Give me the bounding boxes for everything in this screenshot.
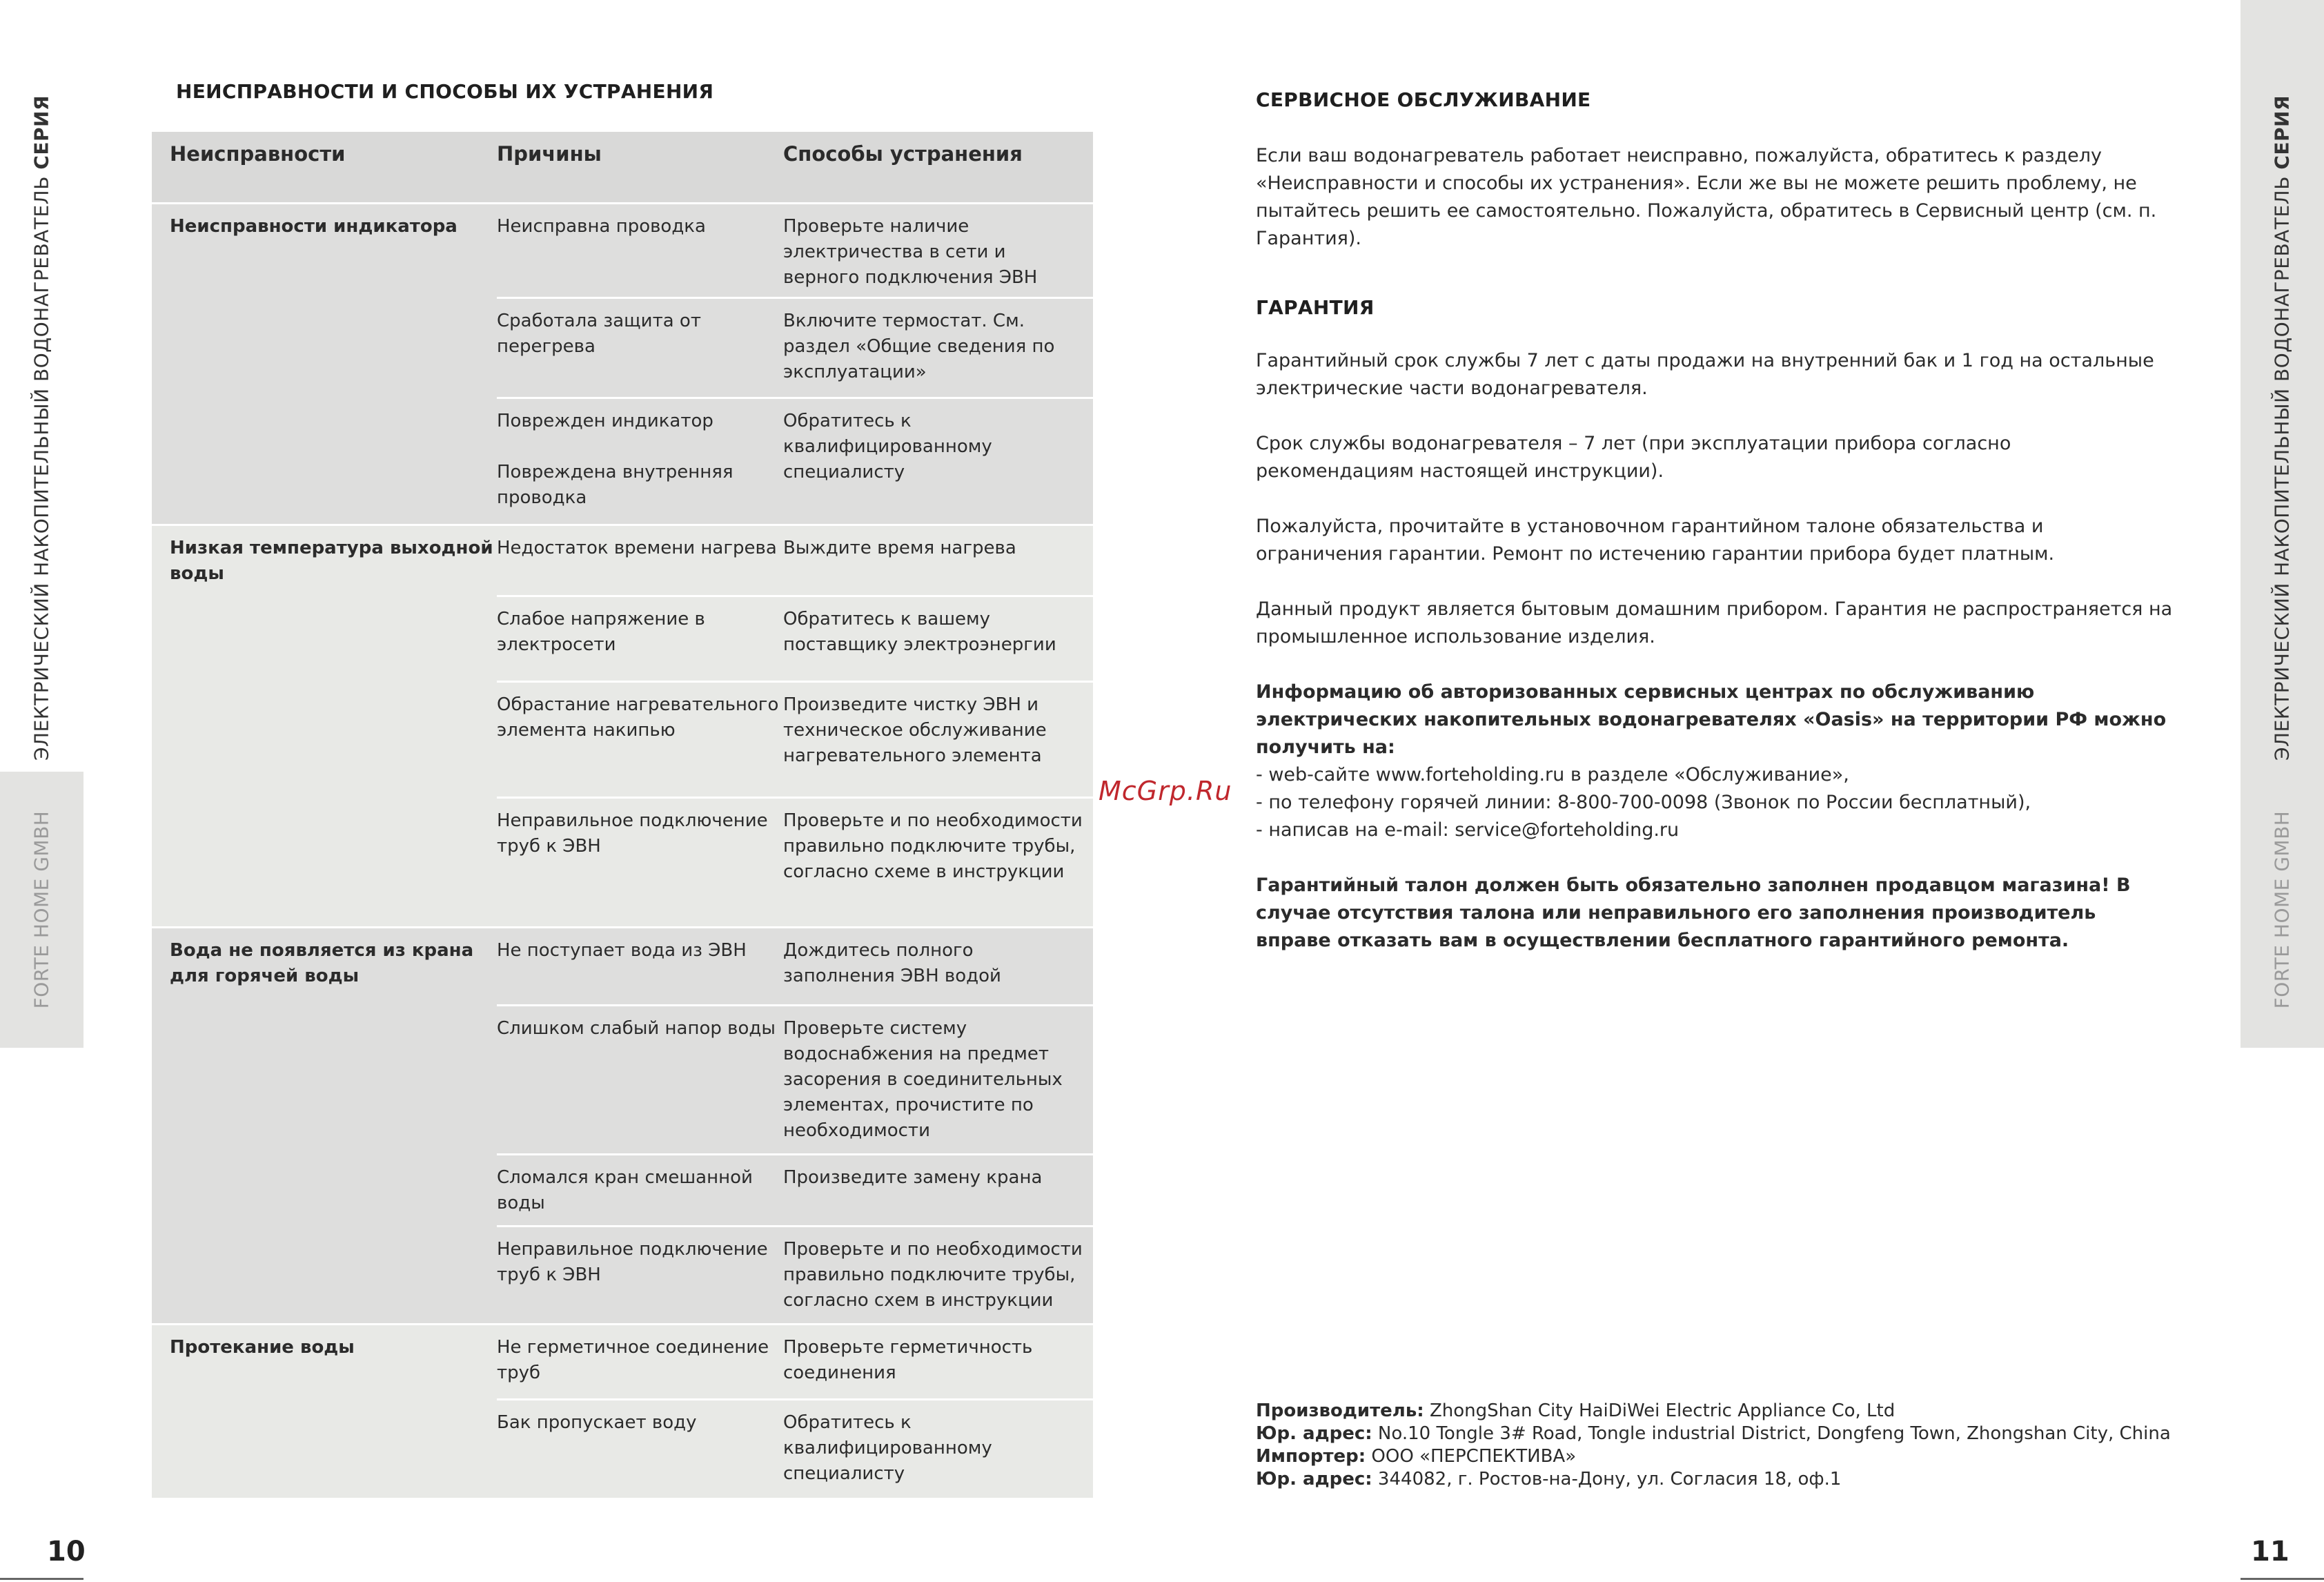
service-title: СЕРВИСНОЕ ОБСЛУЖИВАНИЕ <box>1256 88 1591 111</box>
manufacturer-info <box>1256 1400 2171 1491</box>
troubleshooting-table <box>152 132 1093 1498</box>
table-row <box>497 1398 1093 1498</box>
fix-cell: Дождитесь полного заполнения ЭВН водой <box>783 940 1001 986</box>
warranty-title: ГАРАНТИЯ <box>1256 296 1375 319</box>
warranty-paragraph: Пожалуйста, прочитайте в установочном гарантийном талоне обязательства и ограничения гарантии. Ремонт по истечению гарантии прибора будет платным. <box>1256 516 2055 565</box>
company-label: FORTE HOME GMBH <box>2270 810 2294 1009</box>
fix-cell: Проверьте и по необходимости правильно подключите трубы, согласно схем в инструкции <box>783 1239 1083 1311</box>
cause-cell: Неправильное подключение труб к ЭВН <box>497 810 768 857</box>
cause-cell: Бак пропускает воду <box>497 1412 697 1433</box>
footer-line: Юр. адрес: 344082, г. Ростов-на-Дону, ул. Согласия 18, оф.1 <box>1256 1469 1842 1490</box>
page-number-right: 11 <box>2251 1536 2289 1568</box>
warranty-paragraph: Данный продукт является бытовым домашним прибором. Гарантия не распространяется на промышленное использование изделия. <box>1256 598 2173 647</box>
header-cause: Причины <box>497 142 602 166</box>
header-issue: Неисправности <box>170 142 346 166</box>
fix-cell: Произведите чистку ЭВН и техническое обслуживание нагревательного элемента <box>783 694 1047 766</box>
cause-cell: Неправильное подключение труб к ЭВН <box>497 1239 768 1285</box>
header-fix: Способы устранения <box>783 142 1023 166</box>
cause-cell: Слишком слабый напор воды <box>497 1018 776 1039</box>
troubleshooting-title: НЕИСПРАВНОСТИ И СПОСОБЫ ИХ УСТРАНЕНИЯ <box>176 80 714 103</box>
fix-cell: Обратитесь к квалифицированному специалисту <box>783 411 992 482</box>
fix-cell: Выждите время нагрева <box>783 538 1016 558</box>
fix-cell: Произведите замену крана <box>783 1167 1043 1188</box>
fix-cell: Включите термостат. См. раздел «Общие сведения по эксплуатации» <box>783 311 1055 382</box>
coupon-notice: Гарантийный талон должен быть обязательно заполнен продавцом магазина! В случае отсутствия талона или неправильного его заполнения производитель вправе отказать вам в осуществлении бесплатного гарантийного ремонта. <box>1256 875 2131 951</box>
footer-line: Юр. адрес: No.10 Tongle 3# Road, Tongle industrial District, Dongfeng Town, Zhongshan City, China <box>1256 1423 2171 1444</box>
info-line: - написав на e-mail: service@forteholding.ru <box>1256 819 1680 841</box>
info-line: - web-сайте www.forteholding.ru в разделе «Обслуживание», <box>1256 764 1849 785</box>
info-line: - по телефону горячей линии: 8-800-700-0098 (Звонок по России бесплатный), <box>1256 792 2031 813</box>
table-row <box>497 1225 1093 1323</box>
watermark: McGrp.Ru <box>1099 776 1232 806</box>
table-row <box>497 595 1093 681</box>
cause-cell: Не герметичное соединение труб <box>497 1337 769 1383</box>
sidebar-series-block <box>0 0 83 772</box>
sidebar-series-block <box>2241 0 2324 772</box>
cause-cell: Поврежден индикатор Повреждена внутренняя проводка <box>497 411 733 508</box>
cause-cell: Не поступает вода из ЭВН <box>497 940 747 961</box>
series-label: ЭЛЕКТРИЧЕСКИЙ НАКОПИТЕЛЬНЫЙ ВОДОНАГРЕВАТЕЛЬ СЕРИЯ <box>2270 95 2294 761</box>
cause-cell: Сломался кран смешанной воды <box>497 1167 753 1213</box>
cause-cell: Сработала защита от перегрева <box>497 311 701 357</box>
company-label: FORTE HOME GMBH <box>30 810 53 1009</box>
table-row <box>497 1004 1093 1153</box>
table-row <box>497 204 1093 297</box>
table-row <box>497 526 1093 595</box>
table-row <box>497 1325 1093 1398</box>
table-row <box>497 681 1093 797</box>
series-label: ЭЛЕКТРИЧЕСКИЙ НАКОПИТЕЛЬНЫЙ ВОДОНАГРЕВАТЕЛЬ СЕРИЯ <box>30 95 53 761</box>
table-row <box>497 1153 1093 1225</box>
fix-cell: Обратитесь к вашему поставщику электроэнергии <box>783 609 1056 655</box>
warranty-paragraph: Срок службы водонагревателя – 7 лет (при эксплуатации прибора согласно рекомендациям настоящей инструкции). <box>1256 433 2011 482</box>
page-number-underline <box>0 1578 83 1580</box>
warranty-paragraph: Гарантийный срок службы 7 лет с даты продажи на внутренний бак и 1 год на остальные электрические части водонагревателя. <box>1256 350 2154 399</box>
page-number-underline <box>2241 1578 2324 1580</box>
table-row <box>497 297 1093 397</box>
table-group <box>152 1323 1093 1498</box>
service-text <box>1256 142 2174 253</box>
cause-cell: Слабое напряжение в электросети <box>497 609 705 655</box>
fix-cell: Проверьте наличие электричества в сети и верного подключения ЭВН <box>783 216 1038 288</box>
warranty-text <box>1256 347 2174 955</box>
table-header <box>152 132 1093 202</box>
cause-cell: Недостаток времени нагрева <box>497 538 777 558</box>
footer-line: Производитель: ZhongShan City HaiDiWei Electric Appliance Co, Ltd <box>1256 1400 1895 1421</box>
table-group <box>152 202 1093 524</box>
cause-cell: Неисправна проводка <box>497 216 706 237</box>
sidebar-company-block <box>0 772 83 1048</box>
table-row <box>497 928 1093 1004</box>
issue-cell: Низкая температура выходной воды <box>170 538 493 584</box>
service-centers-info: Информацию об авторизованных сервисных центрах по обслуживанию электрических накопительных водонагревателях «Oasis» на территории РФ можно получить на: <box>1256 681 2167 758</box>
table-row <box>497 397 1093 524</box>
footer-line: Импортер: ООО «ПЕРСПЕКТИВА» <box>1256 1446 1577 1467</box>
fix-cell: Проверьте и по необходимости правильно подключите трубы, согласно схеме в инструкции <box>783 810 1083 882</box>
service-paragraph: Если ваш водонагреватель работает неисправно, пожалуйста, обратитесь к разделу «Неисправности и способы их устранения». Если же вы не можете решить проблему, не пытайтесь решить ее самостоятельно. Пожалуйста, обратитесь в Сервисный центр (см. п. Гарантия). <box>1256 145 2157 249</box>
sidebar-company-block <box>2241 772 2324 1048</box>
table-row <box>497 797 1093 926</box>
fix-cell: Проверьте герметичность соединения <box>783 1337 1033 1383</box>
cause-cell: Обрастание нагревательного элемента накипью <box>497 694 779 741</box>
fix-cell: Проверьте систему водоснабжения на предмет засорения в соединительных элементах, прочистите по необходимости <box>783 1018 1063 1141</box>
issue-cell: Протекание воды <box>170 1337 355 1358</box>
issue-cell: Вода не появляется из крана для горячей воды <box>170 940 474 986</box>
page-number-left: 10 <box>47 1536 86 1568</box>
issue-cell: Неисправности индикатора <box>170 216 457 237</box>
table-group <box>152 926 1093 1323</box>
fix-cell: Обратитесь к квалифицированному специалисту <box>783 1412 992 1484</box>
table-group <box>152 524 1093 926</box>
